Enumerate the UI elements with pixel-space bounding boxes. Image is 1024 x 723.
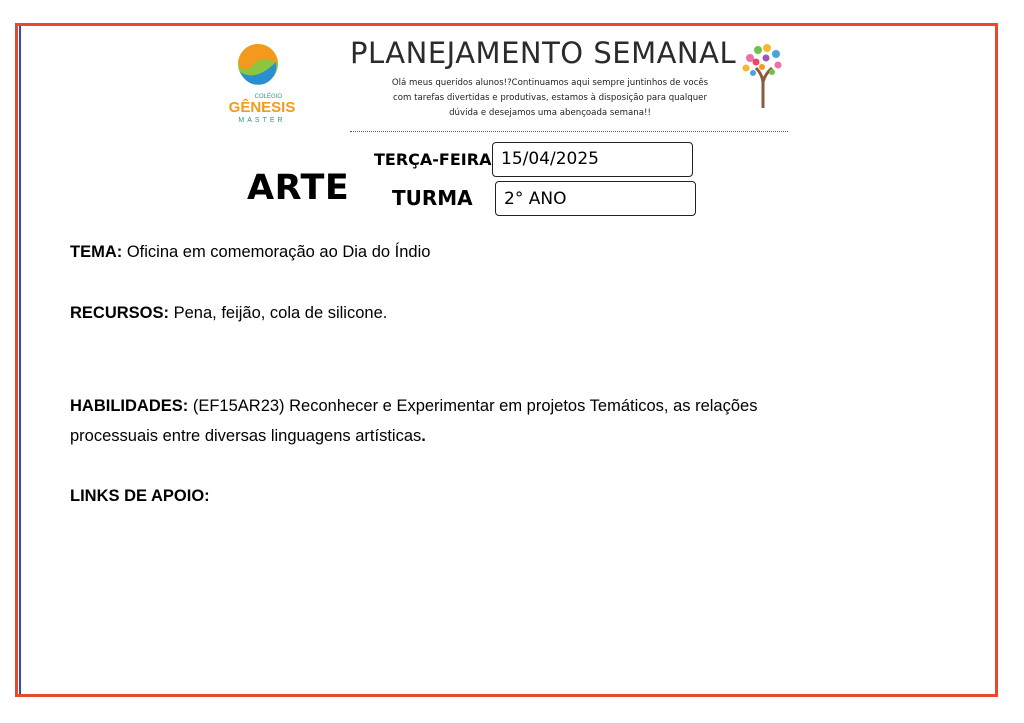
- left-blue-rule: [19, 26, 21, 694]
- welcome-line: dúvida e desejamos uma abençoada semana!!: [449, 108, 651, 118]
- class-label: TURMA: [392, 186, 473, 210]
- date-field[interactable]: 15/04/2025: [492, 142, 693, 177]
- links-field: [70, 481, 210, 511]
- page-border: [15, 23, 998, 697]
- colegio-genesis-master-logo: [222, 40, 306, 126]
- tree-icon: [736, 40, 786, 110]
- tema-value: Oficina em comemoração ao Dia do Índio: [126, 243, 431, 261]
- habilidades-label: HABILIDADES:: [70, 397, 189, 415]
- page-title: PLANEJAMENTO SEMANAL: [350, 36, 737, 70]
- links-label: LINKS DE APOIO:: [70, 487, 210, 505]
- recursos-field: [70, 298, 387, 328]
- logo-text-sub: MASTER: [238, 117, 286, 124]
- habilidades-field: [70, 391, 900, 451]
- welcome-message: [372, 76, 728, 121]
- class-field[interactable]: 2° ANO: [495, 181, 696, 216]
- habilidades-value-line1: (EF15AR23) Reconhecer e Experimentar em projetos Temáticos, as relações: [192, 397, 758, 415]
- welcome-line: com tarefas divertidas e produtivas, estamos à disposição para qualquer: [393, 93, 707, 103]
- subject-title: ARTE: [247, 168, 350, 208]
- habilidades-value-line2: processuais entre diversas linguagens artísticas: [70, 427, 422, 445]
- logo-text-small: COLÉGIO: [254, 94, 282, 100]
- tema-field: [70, 237, 430, 267]
- habilidades-value-end: .: [421, 427, 426, 445]
- header-divider: [350, 131, 788, 132]
- logo-text-main: GÊNESIS: [228, 99, 296, 116]
- day-label: TERÇA-FEIRA: [374, 150, 492, 169]
- tema-label: TEMA:: [70, 243, 123, 261]
- welcome-line: Olá meus queridos alunos!?Continuamos aqui sempre juntinhos de vocês: [391, 78, 709, 88]
- recursos-value: Pena, feijão, cola de silicone.: [173, 304, 388, 322]
- recursos-label: RECURSOS:: [70, 304, 170, 322]
